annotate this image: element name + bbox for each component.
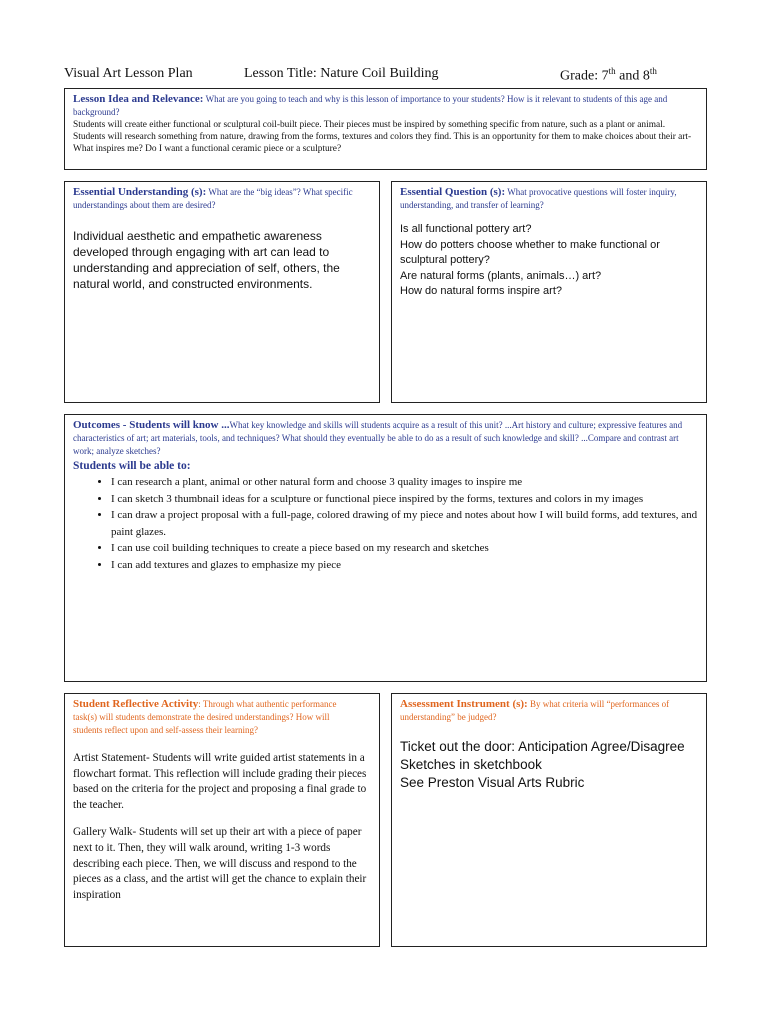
lesson-idea-box — [64, 88, 707, 170]
essential-question-title: Essential Question (s): — [400, 186, 506, 198]
outcome-item: • I can sketch 3 thumbnail ideas for a sculpture or functional piece inspired by the forms, textures and colors in my images — [111, 491, 698, 508]
essential-understanding-title: Essential Understanding (s): — [73, 186, 207, 198]
essential-understanding-question: What are the “big ideas”? What specific understandings about them are desired? — [73, 187, 353, 210]
outcomes-box — [64, 414, 707, 682]
grade-and: and 8 — [615, 68, 650, 84]
lesson-idea-heading — [73, 93, 698, 119]
reflective-question: : Through what authentic performance task(s) will students demonstrate the desired understandings? How will students reflect upon and self-assess their learning? — [73, 699, 337, 735]
reflective-p2: Gallery Walk- Students will set up their art with a piece of paper next to it. Then, they will walk around, writing 1-3 words describing each piece. Then, we will discuss and respond to the pieces as a class, and the artist will get the chance to explain their inspiration — [73, 826, 367, 901]
lesson-title: Lesson Title: Nature Coil Building — [244, 66, 439, 81]
outcome-item: • I can use coil building techniques to create a piece based on my research and sketches — [111, 540, 698, 557]
essential-question-line: Are natural forms (plants, animals…) art? — [400, 269, 602, 282]
plan-label: Visual Art Lesson Plan — [64, 66, 193, 81]
outcomes-able-title: Students will be able to: — [73, 460, 191, 472]
outcomes-title: Outcomes - Students will know ... — [73, 419, 230, 431]
essential-question-line: How do potters choose whether to make functional or sculptural pottery? — [400, 238, 660, 266]
outcome-item: • I can add textures and glazes to emphasize my piece — [111, 557, 698, 574]
grade-sup-2: th — [649, 66, 657, 76]
grade-prefix: Grade: 7 — [560, 68, 609, 84]
lesson-idea-title: Lesson Idea and Relevance: — [73, 93, 204, 105]
reflective-box — [64, 693, 380, 947]
outcome-item: • I can research a plant, animal or other natural form and choose 3 quality images to inspire me — [111, 474, 698, 491]
outcomes-question: What key knowledge and skills will students acquire as a result of this unit? ...Art history and culture; expressive features and characteristics of art; art materials, tools, and techniques? What should they eventually be able to do as a result of such knowledge and skill? ...Compare and contrast art work; analyze sketches? — [73, 420, 683, 456]
assessment-list — [400, 738, 698, 792]
essential-question-line: Is all functional pottery art? — [400, 223, 532, 235]
assessment-question: By what criteria will “performances of understanding” be judged? — [400, 699, 670, 722]
essential-question-line: How do natural forms inspire art? — [400, 285, 563, 297]
essential-understanding-heading — [73, 186, 371, 212]
reflective-p1: Artist Statement- Students will write guided artist statements in a flowchart format. This reflection will include grading their pieces based on the criteria for the project and proposing a final grade to the teacher. — [73, 752, 367, 811]
grade-sup-1: th — [608, 66, 616, 76]
essential-understanding-box — [64, 181, 380, 403]
assessment-title: Assessment Instrument (s): — [400, 698, 528, 710]
assessment-line: Ticket out the door: Anticipation Agree/Disagree — [400, 739, 685, 754]
essential-question-list — [400, 222, 698, 300]
grade-label — [560, 66, 657, 85]
assessment-box — [391, 693, 707, 947]
lesson-idea-question: What are you going to teach and why is this lesson of importance to your students? How is it relevant to students of this age and background? — [73, 94, 668, 117]
assessment-line: Sketches in sketchbook — [400, 757, 542, 772]
reflective-heading — [73, 698, 348, 737]
essential-question-heading — [400, 186, 698, 212]
essential-understanding-body: Individual aesthetic and empathetic awareness developed through engaging with art can lead to understanding and appreciation of self, others, the natural world, and constructed environments. — [73, 229, 340, 291]
assessment-line: See Preston Visual Arts Rubric — [400, 775, 585, 790]
assessment-heading — [400, 698, 698, 724]
outcomes-list — [73, 474, 698, 574]
essential-question-box — [391, 181, 707, 403]
reflective-title: Student Reflective Activity — [73, 698, 199, 710]
essential-question-question: What provocative questions will foster inquiry, understanding, and transfer of learning? — [400, 187, 677, 210]
outcomes-heading — [73, 419, 698, 458]
outcome-item: • I can draw a project proposal with a full-page, colored drawing of my piece and notes about how I will build forms, add textures, and paint glazes. — [111, 507, 698, 540]
lesson-idea-body: Students will create either functional or sculptural coil-built piece. Their pieces must be inspired by something specific from nature, such as a plant or animal. Students will research something from nature, drawing from the forms, textures and colors they find. This is an opportunity for them to make choices about their art- What inspires me? Do I want a functional ceramic piece or a sculpture? — [73, 120, 692, 154]
